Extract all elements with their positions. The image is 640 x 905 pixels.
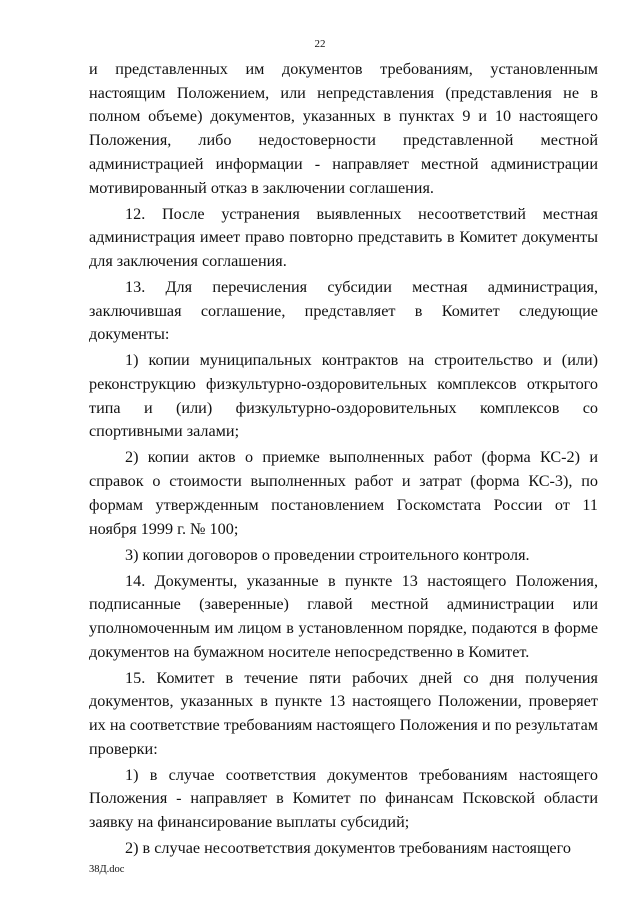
footer-filename: 38Д.doc — [89, 864, 125, 875]
paragraph-item-12: 12. После устранения выявленных несоответствий местная администрация имеет право повторно представить в Комитет документы для заключения соглашения. — [89, 204, 598, 270]
list-item-15-1: 1) в случае соответствия документов требованиям настоящего Положения - направляет в Комитет по финансам Псковской области заявку на финансирование выплаты субсидий; — [89, 765, 598, 832]
paragraph-item-15: 15. Комитет в течение пяти рабочих дней со дня получения документов, указанных в пункте 13 настоящего Положении, проверяет их на соответствие требованиям настоящего Положения и по результатам проверки: — [89, 668, 598, 758]
paragraph-item-13: 13. Для перечисления субсидии местная администрация, заключившая соглашение, представляет в Комитет следующие документы: — [89, 277, 598, 344]
list-item-13-3: 3) копии договоров о проведении строительного контроля. — [125, 545, 530, 564]
paragraph-item-14: 14. Документы, указанные в пункте 13 настоящего Положения, подписанные (заверенные) главой местной администрации или уполномоченным им лицом в установленном порядке, подаются в форме документов на бумажном носителе непосредственно в Комитет. — [89, 571, 598, 661]
list-item-13-1: 1) копии муниципальных контрактов на строительство и (или) реконструкцию физкультурно-оздоровительных комплексов открытого типа и (или) физкультурно-оздоровительных комплексов со спортивными залами; — [89, 351, 598, 441]
paragraph-continuation: и представленных им документов требованиям, установленным настоящим Положением, или непредставления (представления не в полном объеме) документов, указанных в пунктах 9 и 10 настоящего Положения, либо недостоверности представленной местной администрацией информации - направляет местной администрации мотивированный отказ в заключении соглашения. — [89, 60, 598, 197]
list-item-13-2: 2) копии актов о приемке выполненных работ (форма КС-2) и справок о стоимости выполненных работ и затрат (форма КС-3), по формам утвержденным постановлением Госкомстата России от 11 ноября 1999 г. № 100; — [89, 448, 598, 538]
page-number: 22 — [314, 38, 326, 50]
document-body — [89, 58, 598, 863]
list-item-15-2: 2) в случае несоответствия документов требованиям настоящего — [125, 839, 571, 858]
